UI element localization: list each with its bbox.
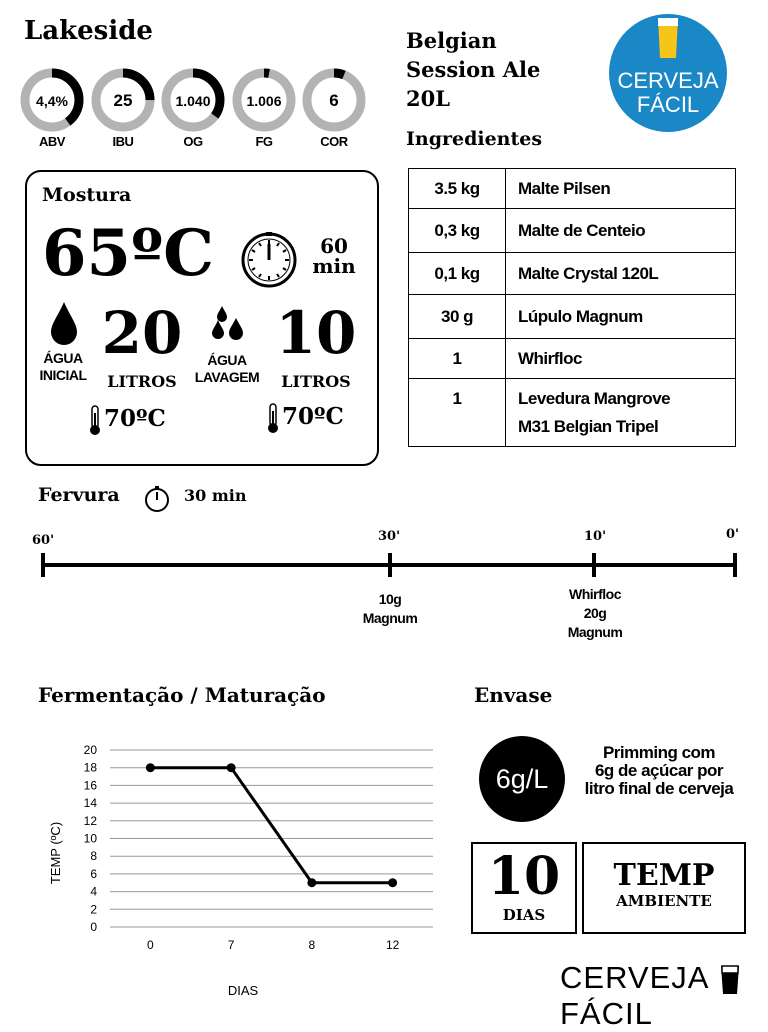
data-point xyxy=(227,763,236,772)
thermometer-icon xyxy=(266,403,280,435)
ingredient-row xyxy=(409,339,736,379)
beer-style-line2: Session Ale xyxy=(406,57,541,82)
boil-addition-line: Whirfloc xyxy=(569,586,621,602)
gauge-label: FG xyxy=(255,134,273,149)
timeline-tick xyxy=(592,553,596,577)
mash-time-unit: min xyxy=(312,254,356,278)
boil-addition-line: Magnum xyxy=(362,610,418,626)
bottling-temp-line1: TEMP xyxy=(613,858,715,893)
logo-text-line1: CERVEJA xyxy=(617,68,719,93)
gauge-ibu xyxy=(91,68,155,132)
data-point xyxy=(307,878,316,887)
ingredient-name: Malte de Centeio xyxy=(506,209,736,253)
boil-addition xyxy=(545,585,645,642)
y-tick-label: 16 xyxy=(83,778,97,793)
x-tick-label: 0 xyxy=(147,938,154,952)
water-wash-label-line2: LAVAGEM xyxy=(194,369,260,385)
beer-title xyxy=(406,26,540,113)
mash-time xyxy=(306,236,362,276)
mash-temperature: 65ºC xyxy=(42,216,214,291)
brewery-name: Lakeside xyxy=(24,16,153,46)
x-tick-label: 12 xyxy=(385,938,400,952)
gauge-label: OG xyxy=(183,134,203,149)
timeline-tick xyxy=(388,553,392,577)
data-point xyxy=(146,763,155,772)
ingredient-row xyxy=(409,169,736,209)
ingredient-qty: 1 xyxy=(409,339,506,379)
clock-icon xyxy=(240,231,298,289)
ingredient-name-line2: M31 Belgian Tripel xyxy=(518,416,659,436)
thermometer-icon xyxy=(88,405,102,437)
gauge-value: 1.040 xyxy=(175,93,211,109)
ingredient-row xyxy=(409,253,736,295)
ingredient-name xyxy=(506,379,736,447)
bottling-days-value: 10 xyxy=(487,846,561,907)
ingredient-qty: 0,1 kg xyxy=(409,253,506,295)
priming-text-line: litro final de cerveja xyxy=(584,779,734,798)
gauge-og xyxy=(161,68,225,132)
priming-text xyxy=(574,744,744,798)
beer-glass-icon xyxy=(719,964,741,998)
gauge-fg xyxy=(232,68,296,132)
footer-brand: CERVEJA FÁCIL xyxy=(560,960,708,1031)
water-wash-temp: 70ºC xyxy=(282,403,344,430)
x-tick-label: 8 xyxy=(308,938,316,952)
y-tick-label: 12 xyxy=(83,813,97,828)
gauge-label: IBU xyxy=(112,134,134,149)
water-initial-label-line2: INICIAL xyxy=(39,367,87,383)
y-tick-label: 6 xyxy=(90,866,97,881)
boil-addition xyxy=(340,590,440,628)
water-initial-unit: LITROS xyxy=(107,372,177,391)
timeline-tick xyxy=(41,553,45,577)
ingredient-name: Lúpulo Magnum xyxy=(506,295,736,339)
ingredients-table xyxy=(408,168,736,447)
priming-text-line: Primming com xyxy=(602,743,716,762)
fermentation-chart xyxy=(40,735,450,1005)
mash-title: Mostura xyxy=(42,184,132,206)
water-drops-icon xyxy=(210,305,246,341)
ingredient-qty: 1 xyxy=(409,379,506,447)
ingredient-name: Malte Crystal 120L xyxy=(506,253,736,295)
y-tick-label: 2 xyxy=(90,902,97,917)
boil-addition-line: 20g xyxy=(583,605,607,621)
bottling-days-box xyxy=(471,842,577,934)
timeline-tick-label: 0' xyxy=(726,527,740,542)
y-tick-label: 4 xyxy=(90,884,97,899)
y-tick-label: 10 xyxy=(83,831,97,846)
bottling-title: Envase xyxy=(474,683,553,707)
bottling-temp-box xyxy=(582,842,746,934)
y-tick-label: 14 xyxy=(83,796,97,811)
beer-volume: 20L xyxy=(406,86,450,111)
ingredient-row xyxy=(409,379,736,447)
water-wash-label-line1: ÁGUA xyxy=(207,352,247,368)
ingredient-name: Malte Pilsen xyxy=(506,169,736,209)
y-tick-label: 20 xyxy=(83,743,97,757)
priming-text-line: 6g de açúcar por xyxy=(594,761,724,780)
gauge-label: COR xyxy=(320,134,348,149)
gauge-value: 6 xyxy=(329,91,339,110)
water-initial-temp: 70ºC xyxy=(104,405,166,432)
water-drop-icon xyxy=(48,300,80,346)
fermentation-title: Fermentação / Maturação xyxy=(38,683,326,707)
ingredient-name: Whirfloc xyxy=(506,339,736,379)
cerveja-facil-logo xyxy=(609,14,727,132)
clock-icon xyxy=(143,485,171,513)
x-tick-label: 7 xyxy=(227,938,235,952)
boil-title: Fervura xyxy=(38,484,120,506)
mash-time-value: 60 xyxy=(320,234,348,258)
bottling-days-label: DIAS xyxy=(502,906,546,924)
ingredient-row xyxy=(409,295,736,339)
data-point xyxy=(388,878,397,887)
y-tick-label: 18 xyxy=(83,760,97,775)
logo-glass-foam xyxy=(658,18,678,26)
boil-addition-line: 10g xyxy=(378,591,402,607)
water-initial-label-line1: ÁGUA xyxy=(43,350,83,366)
ingredient-row xyxy=(409,209,736,253)
gauge-cor xyxy=(302,68,366,132)
gauge-value: 25 xyxy=(113,91,133,110)
timeline-tick xyxy=(733,553,737,577)
beer-style-line1: Belgian xyxy=(406,28,497,53)
gauge-label: ABV xyxy=(39,134,65,149)
boil-addition-line: Magnum xyxy=(567,624,623,640)
y-tick-label: 8 xyxy=(90,849,97,864)
water-initial-label xyxy=(32,350,94,384)
water-wash-value: 10 xyxy=(275,299,357,367)
water-wash-unit: LITROS xyxy=(281,372,351,391)
gauge-abv xyxy=(20,68,84,132)
ingredient-name-line1: Levedura Mangrove xyxy=(518,388,671,408)
ingredient-qty: 30 g xyxy=(409,295,506,339)
timeline-tick-label: 60' xyxy=(32,533,55,548)
water-initial-value: 20 xyxy=(101,299,183,367)
priming-badge: 6g/L xyxy=(479,736,565,822)
y-tick-label: 0 xyxy=(90,920,97,934)
boil-time: 30 min xyxy=(184,486,247,505)
timeline-tick-label: 10' xyxy=(584,529,607,544)
x-axis-label: DIAS xyxy=(227,983,259,998)
ingredient-qty: 3.5 kg xyxy=(409,169,506,209)
water-wash-label xyxy=(192,352,262,386)
logo-text-line2: FÁCIL xyxy=(636,92,700,117)
bottling-temp-line2: AMBIENTE xyxy=(616,892,712,910)
ingredients-title: Ingredientes xyxy=(406,128,543,150)
timeline-tick-label: 30' xyxy=(378,529,401,544)
ingredient-qty: 0,3 kg xyxy=(409,209,506,253)
gauge-value: 1.006 xyxy=(246,93,282,109)
y-axis-label: TEMP (ºC) xyxy=(48,821,63,885)
gauge-value: 4,4% xyxy=(36,93,68,109)
